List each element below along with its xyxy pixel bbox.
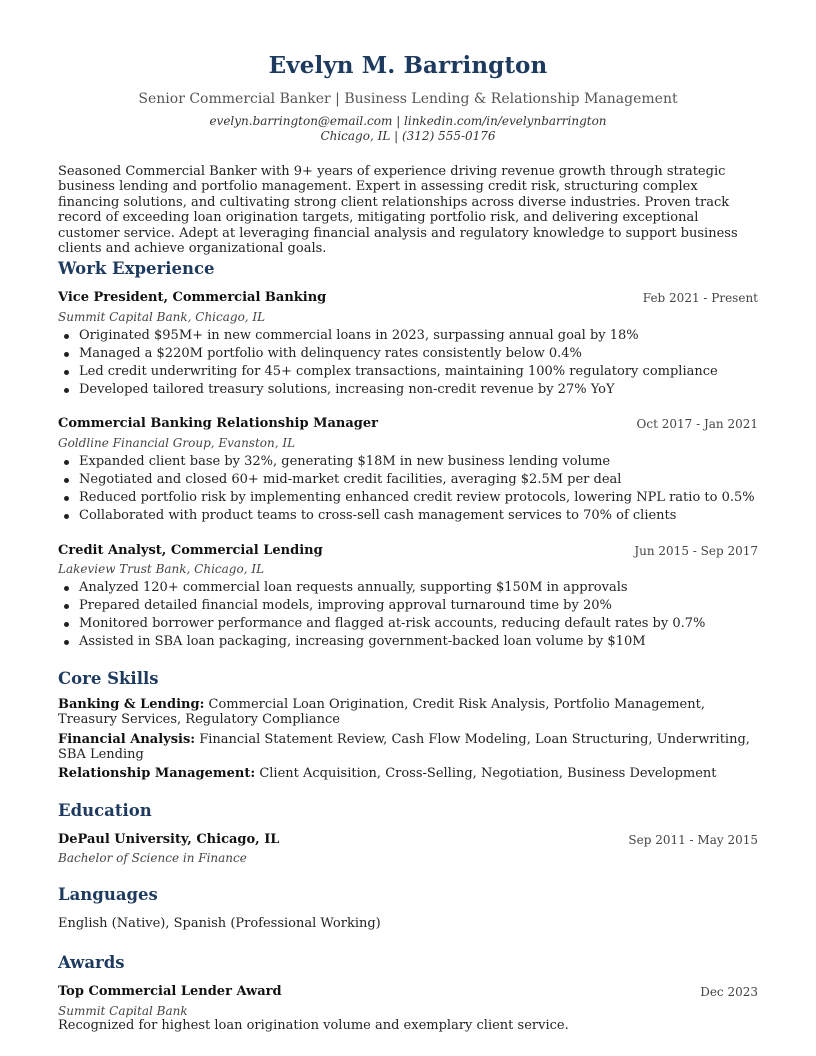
award-description: Recognized for highest loan origination volume and exemplary client service. [58, 1018, 569, 1033]
job-organization: Lakeview Trust Bank, Chicago, IL [58, 562, 265, 576]
skill-group-items: Commercial Loan Origination, Credit Risk Analysis, Portfolio Management, Treasury Services, Regulatory Compliance [58, 697, 705, 728]
skill-group-label: Relationship Management: [58, 766, 256, 781]
award-organization: Summit Capital Bank [58, 1004, 188, 1018]
job-dates: Feb 2021 - Present [642, 291, 758, 305]
job-dates: Oct 2017 - Jan 2021 [636, 417, 758, 431]
job-bullet: Prepared detailed financial models, improving approval turnaround time by 20% [58, 597, 758, 615]
section-title-core-skills: Core Skills [58, 669, 159, 688]
job-header-row [58, 542, 758, 560]
job-title: Credit Analyst, Commercial Lending [58, 543, 323, 558]
award-date: Dec 2023 [700, 985, 758, 999]
job-header-row [58, 415, 758, 433]
job-bullet: Monitored borrower performance and flagged at-risk accounts, reducing default rates by 0.7% [58, 615, 758, 633]
award-header-row [58, 983, 758, 1001]
job-bullet: Reduced portfolio risk by implementing enhanced credit review protocols, lowering NPL ratio to 0.5% [58, 489, 758, 507]
job-bullet-list [58, 453, 758, 525]
education-header-row [58, 831, 758, 849]
education-dates: Sep 2011 - May 2015 [628, 833, 758, 847]
school-name: DePaul University, Chicago, IL [58, 832, 280, 847]
job-bullet: Originated $95M+ in new commercial loans in 2023, surpassing annual goal by 18% [58, 327, 758, 345]
candidate-name: Evelyn M. Barrington [268, 52, 548, 79]
skill-group-items: Client Acquisition, Cross-Selling, Negotiation, Business Development [259, 766, 717, 781]
languages-list: English (Native), Spanish (Professional Working) [58, 916, 381, 931]
contact-location-phone: Chicago, IL | (312) 555-0176 [320, 129, 496, 143]
job-bullet-list [58, 327, 758, 399]
job-dates: Jun 2015 - Sep 2017 [634, 544, 758, 558]
section-title-languages: Languages [58, 885, 158, 904]
professional-summary: Seasoned Commercial Banker with 9+ years of experience driving revenue growth through strategic business lending and portfolio management. Expert in assessing credit risk, structuring complex financing solutions, and cultivating strong client relationships across diverse industries. Proven track record of exceeding loan origination targets, mitigating portfolio risk, and delivering exceptional customer service. Adept at leveraging financial analysis and regulatory knowledge to support business clients and achieve organizational goals. [58, 164, 738, 257]
job-bullet: Collaborated with product teams to cross-sell cash management services to 70% of clients [58, 507, 758, 525]
award-title: Top Commercial Lender Award [58, 984, 282, 999]
job-bullet: Developed tailored treasury solutions, increasing non-credit revenue by 27% YoY [58, 381, 758, 399]
skill-group-label: Banking & Lending: [58, 697, 205, 712]
job-title: Commercial Banking Relationship Manager [58, 416, 378, 431]
job-bullet: Analyzed 120+ commercial loan requests annually, supporting $150M in approvals [58, 579, 758, 597]
job-bullet-list [58, 579, 758, 651]
contact-email-linkedin: evelyn.barrington@email.com | linkedin.com/in/evelynbarrington [209, 114, 607, 128]
job-header-row [58, 289, 758, 307]
job-bullet: Assisted in SBA loan packaging, increasing government-backed loan volume by $10M [58, 633, 758, 651]
degree: Bachelor of Science in Finance [58, 851, 247, 865]
job-bullet: Expanded client base by 32%, generating $18M in new business lending volume [58, 453, 758, 471]
skill-group-banking-lending [58, 697, 758, 728]
skill-group-relationship-management [58, 766, 758, 781]
job-bullet: Led credit underwriting for 45+ complex transactions, maintaining 100% regulatory compliance [58, 363, 758, 381]
section-title-work-experience: Work Experience [58, 259, 215, 278]
job-bullet: Negotiated and closed 60+ mid-market credit facilities, averaging $2.5M per deal [58, 471, 758, 489]
section-title-awards: Awards [58, 953, 125, 972]
skill-group-items: Financial Statement Review, Cash Flow Modeling, Loan Structuring, Underwriting, SBA Lending [58, 732, 750, 763]
skill-group-label: Financial Analysis: [58, 732, 196, 747]
professional-headline: Senior Commercial Banker | Business Lending & Relationship Management [138, 91, 678, 107]
job-title: Vice President, Commercial Banking [58, 290, 327, 305]
job-organization: Goldline Financial Group, Evanston, IL [58, 436, 296, 450]
job-organization: Summit Capital Bank, Chicago, IL [58, 310, 266, 324]
skill-group-financial-analysis [58, 732, 758, 763]
job-bullet: Managed a $220M portfolio with delinquency rates consistently below 0.4% [58, 345, 758, 363]
section-title-education: Education [58, 801, 152, 820]
